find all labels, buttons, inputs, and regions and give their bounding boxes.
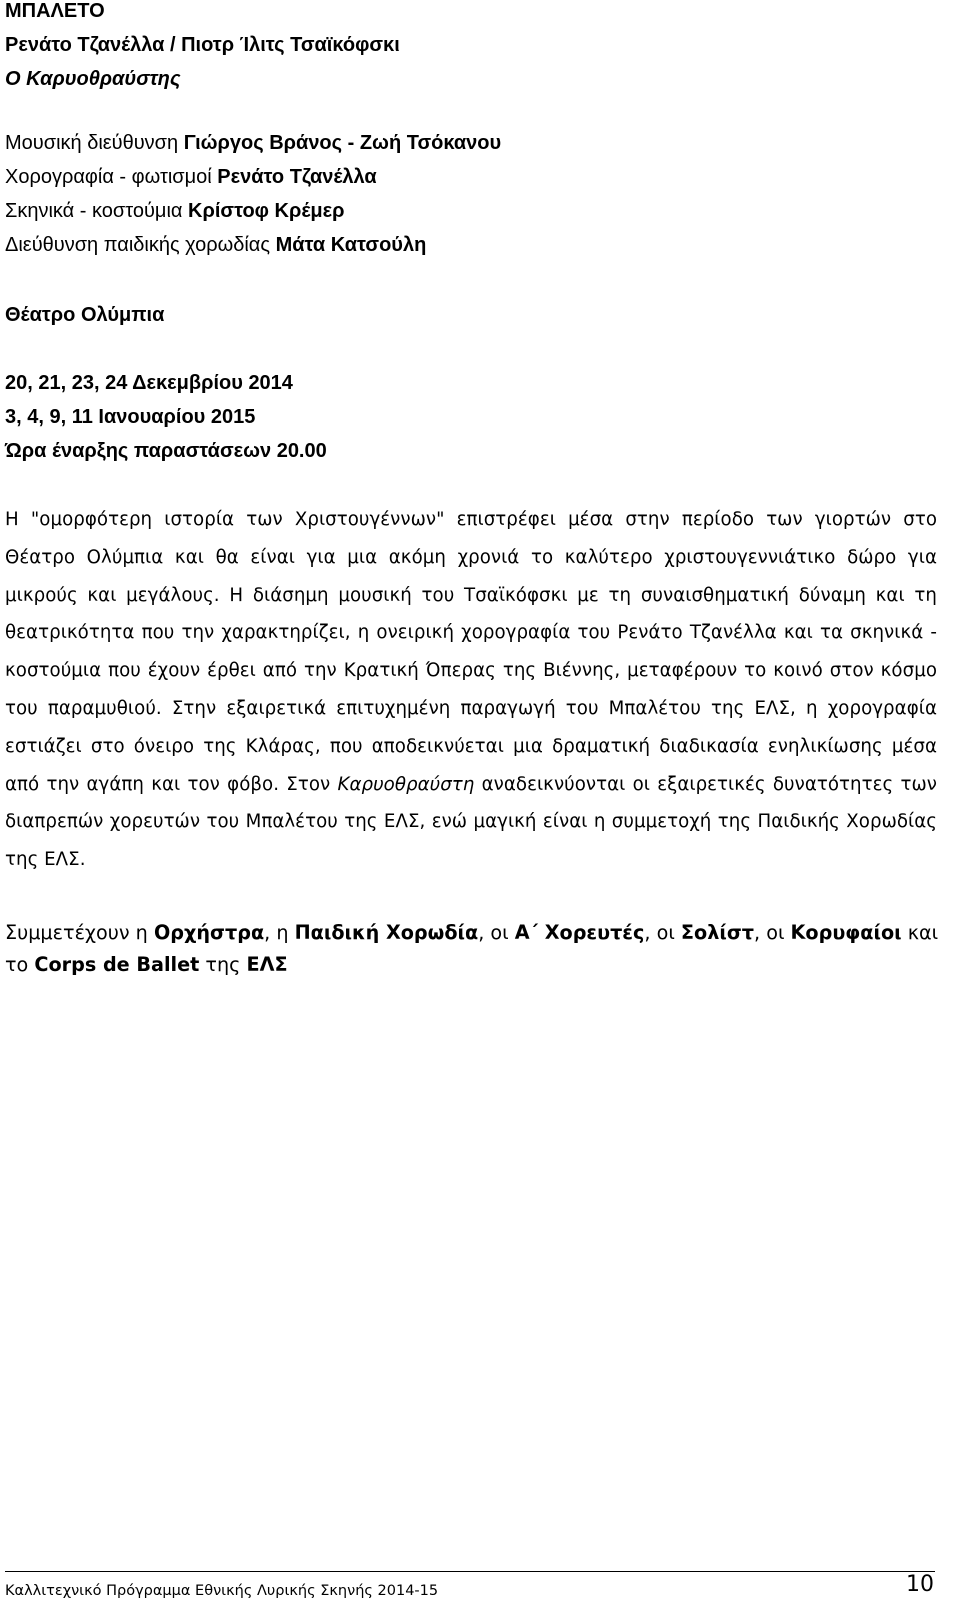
participant-orchestra: Ορχήστρα: [153, 921, 265, 944]
venue: Θέατρο Ολύμπια: [5, 304, 165, 326]
section-heading: ΜΠΑΛΕΤΟ: [5, 0, 105, 22]
participant-children-choir: Παιδική Χορωδία: [294, 921, 479, 944]
participants-text: , οι: [644, 921, 681, 944]
credit-line: [5, 228, 905, 262]
credit-role: Διεύθυνση παιδικής χορωδίας: [5, 234, 276, 256]
participant-corps-de-ballet: Corps de Ballet: [34, 953, 200, 976]
participant-principal-dancers: Α΄ Χορευτές: [514, 921, 645, 944]
credit-role: Μουσική διεύθυνση: [5, 132, 184, 154]
credits-list: [5, 126, 905, 262]
date-line: 3, 4, 9, 11 Ιανουαρίου 2015: [5, 406, 256, 428]
participant-coryphees: Κορυφαίοι: [790, 921, 902, 944]
participants-text: της: [199, 953, 247, 976]
participants-text: και το: [5, 921, 939, 976]
work-title: Ο Καρυοθραύστης: [5, 68, 181, 90]
credit-line: [5, 126, 905, 160]
description-paragraph: [5, 501, 937, 879]
description-text: Η "ομορφότερη ιστορία των Χριστουγέννων" επιστρέφει μέσα στην περίοδο των γιορτών στο Θέατρο Ολύμπια και θα είναι για μια ακόμη χρονιά το καλύτερο χριστουγεννιάτικο δώρο για μικρούς και μεγάλους. Η διάσημη μουσική του Τσαϊκόφσκι με τη συναισθηματική δύναμη και τη θεατρικότητα που την χαρακτηρίζει, η ονειρική χορογραφία του Ρενάτο Τζανέλλα και τα σκηνικά - κοστούμια που έχουν έρθει από την Κρατική Όπερας της Βιέννης, μεταφέρουν το κοινό στον κόσμο του παραμυθιού. Στην εξαιρετικά επιτυχημένη παραγωγή του Μπαλέτου της ΕΛΣ, η χορογραφία εστιάζει στο όνειρο της Κλάρας, που αποδεικνύεται μια δραματική διαδικασία ενηλικίωσης μέσα από την αγάπη και τον φόβο. Στον: [5, 509, 937, 795]
date-line: 20, 21, 23, 24 Δεκεμβρίου 2014: [5, 372, 293, 394]
participants-text: , οι: [478, 921, 515, 944]
event-header: [5, 0, 905, 96]
participants-text: , οι: [754, 921, 791, 944]
start-time-line: Ώρα έναρξης παραστάσεων 20.00: [5, 440, 327, 462]
footer-divider: [5, 1571, 935, 1572]
credit-line: [5, 160, 905, 194]
description-title-italic: Καρυοθραύστη: [337, 773, 475, 795]
credit-name: Ρενάτο Τζανέλλα: [217, 166, 377, 188]
page-number: 10: [906, 1572, 934, 1597]
participant-soloists: Σολίστ: [680, 921, 755, 944]
credit-role: Σκηνικά - κοστούμια: [5, 200, 189, 222]
participant-els: ΕΛΣ: [246, 953, 288, 976]
participants-text: , η: [264, 921, 295, 944]
participants-paragraph: [5, 917, 945, 981]
credit-role: Χορογραφία - φωτισμοί: [5, 166, 218, 188]
credit-name: Κρίστοφ Κρέμερ: [188, 200, 345, 222]
creators-line: Ρενάτο Τζανέλλα / Πιοτρ Ίλιτς Τσαϊκόφσκι: [5, 34, 400, 56]
credit-line: [5, 194, 905, 228]
footer-program-title: Καλλιτεχνικό Πρόγραμμα Εθνικής Λυρικής Σκηνής 2014-15: [5, 1583, 439, 1599]
credit-name: Μάτα Κατσούλη: [275, 234, 427, 256]
credit-name: Γιώργος Βράνος - Ζωή Τσόκανου: [183, 132, 502, 154]
performance-dates: [5, 366, 327, 468]
description-text-end: αναδεικνύονται οι εξαιρετικές δυνατότητες των διαπρεπών χορευτών του Μπαλέτου της ΕΛΣ, ενώ μαγική είναι η συμμετοχή της Παιδικής Χορωδίας της ΕΛΣ.: [5, 773, 937, 871]
participants-text: Συμμετέχουν η: [5, 921, 154, 944]
